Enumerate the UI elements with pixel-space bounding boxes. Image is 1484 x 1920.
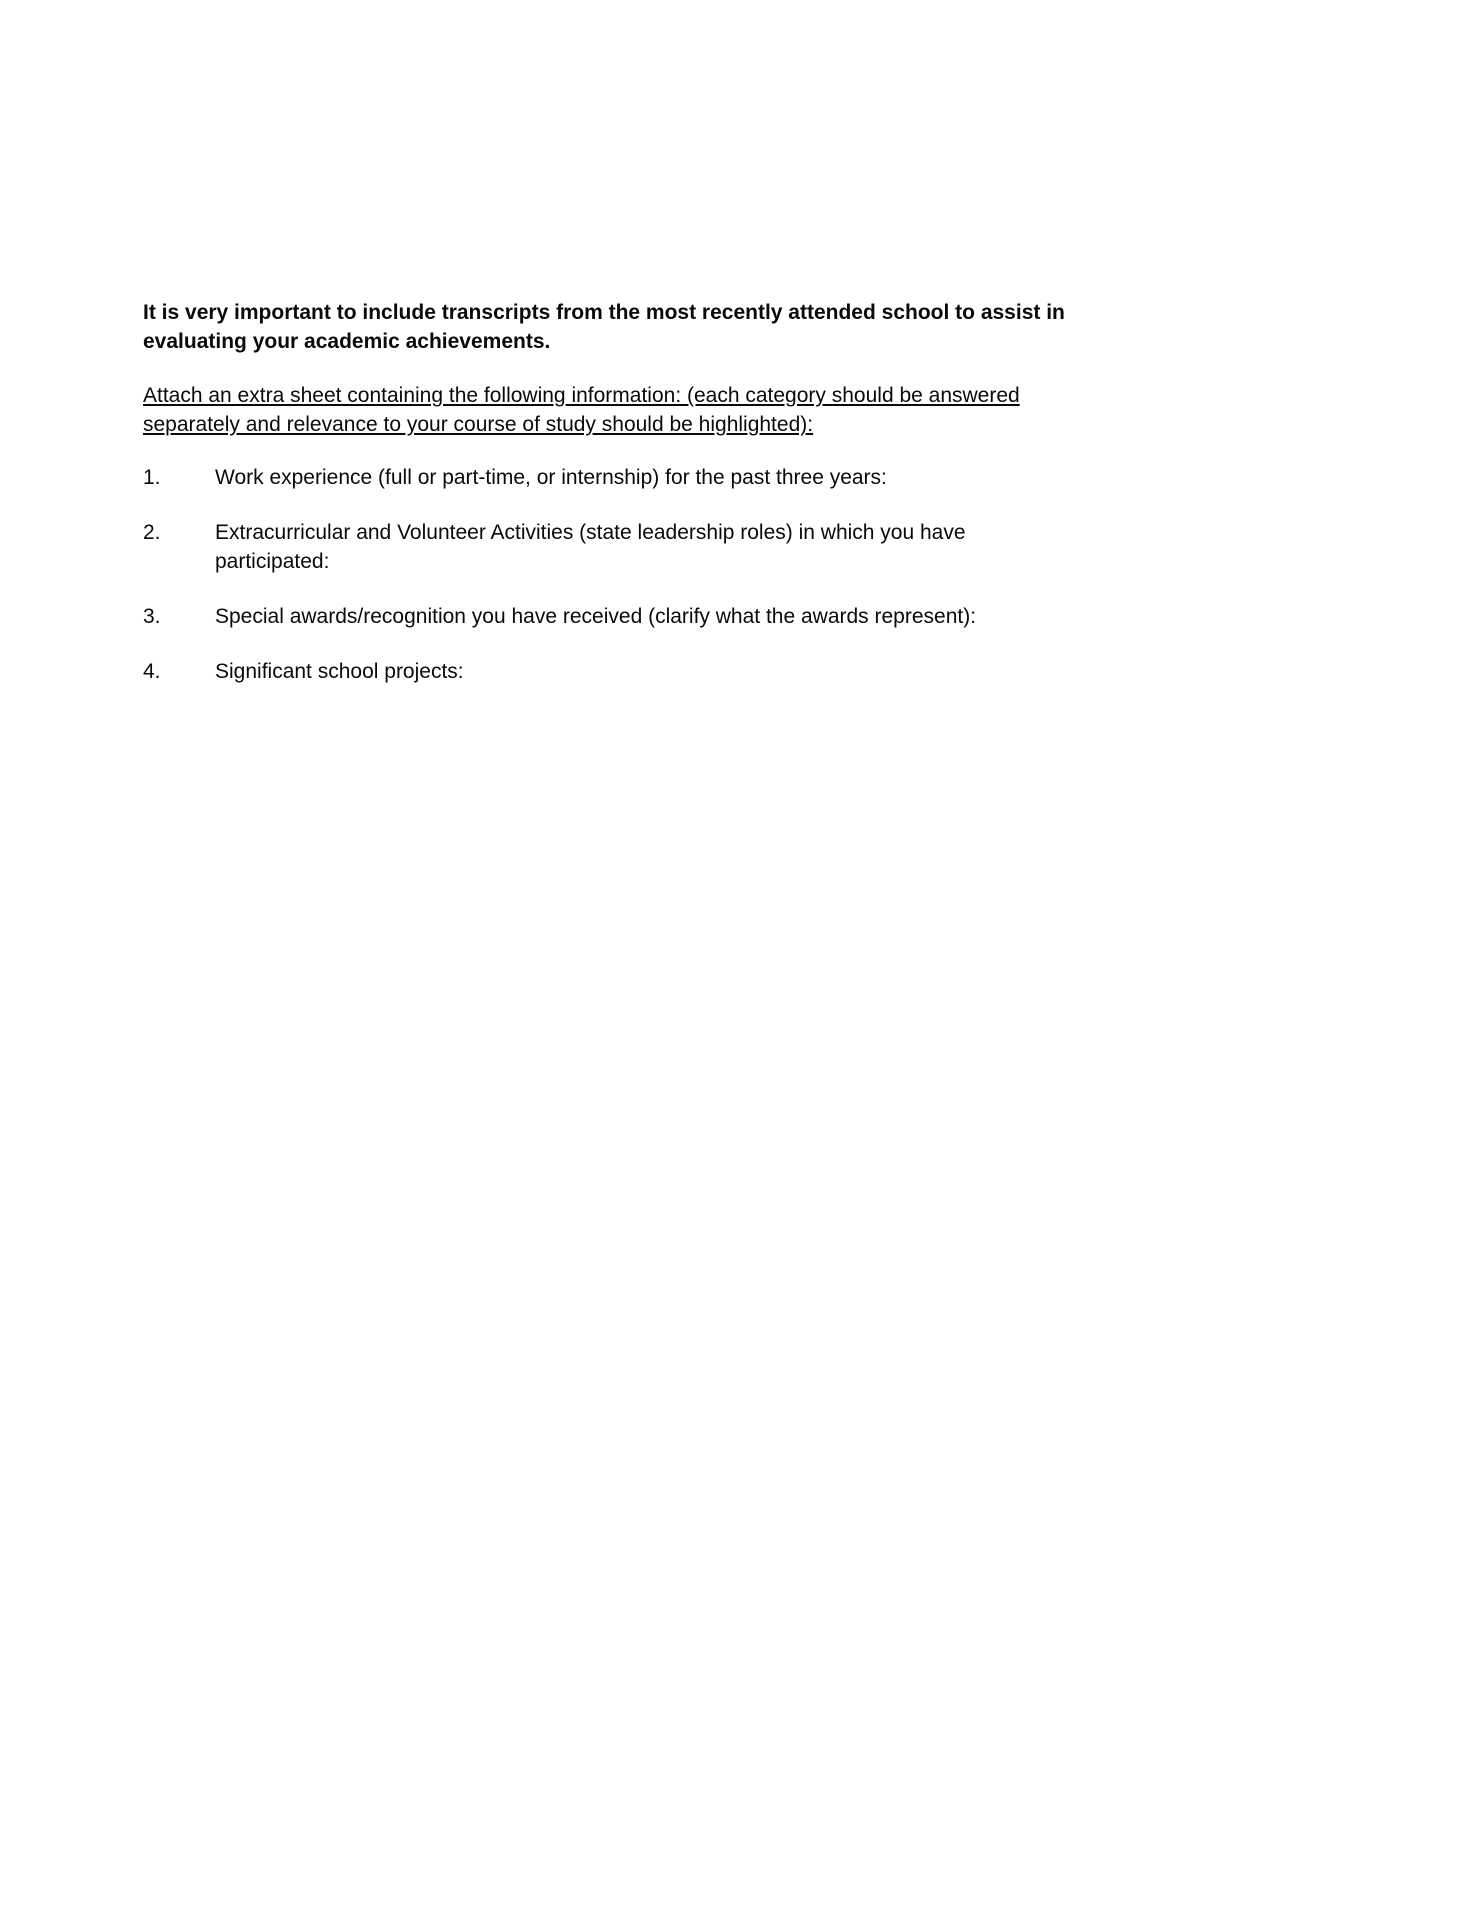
- numbered-list: [143, 463, 1083, 686]
- list-item-number: 3.: [143, 605, 161, 628]
- list-item: [143, 518, 1083, 576]
- list-item-text: Significant school projects:: [215, 660, 464, 683]
- list-item-text: Extracurricular and Volunteer Activities (state leadership roles) in which you have participated:: [215, 521, 966, 573]
- list-item-number: 4.: [143, 660, 161, 683]
- attach-extra-sheet-instruction: Attach an extra sheet containing the following information: (each category should be answered separately and relevance to your course of study should be highlighted):: [143, 384, 1020, 436]
- list-item-number: 1.: [143, 466, 161, 489]
- list-item: [143, 463, 1083, 492]
- list-item-text: Work experience (full or part-time, or internship) for the past three years:: [215, 466, 887, 489]
- list-item: [143, 602, 1083, 631]
- list-item-text: Special awards/recognition you have received (clarify what the awards represent):: [215, 605, 977, 628]
- list-item-number: 2.: [143, 521, 161, 544]
- list-item: [143, 657, 1083, 686]
- document-content: [143, 298, 1083, 712]
- transcripts-importance-paragraph: It is very important to include transcripts from the most recently attended school to assist in evaluating your academic achievements.: [143, 301, 1065, 353]
